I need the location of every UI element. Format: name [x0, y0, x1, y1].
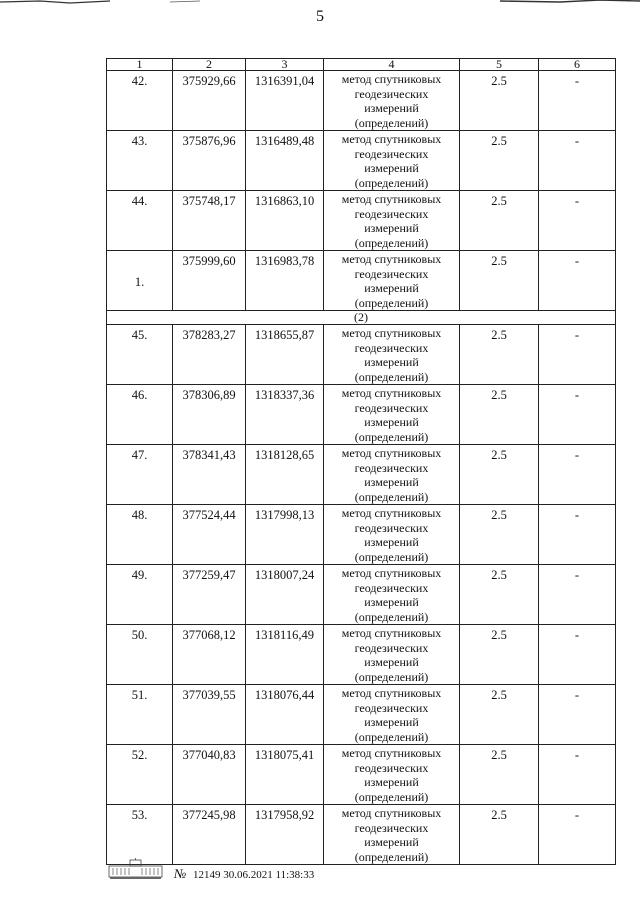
coordinate-y: 1318337,36	[246, 385, 324, 445]
document-datetime: 30.06.2021 11:38:33	[223, 869, 315, 881]
accuracy-value: 2.5	[460, 191, 539, 251]
note-value: -	[539, 131, 616, 191]
method-line: измерений	[364, 595, 419, 609]
coordinate-y: 1316863,10	[246, 191, 324, 251]
method-line: метод спутниковых	[341, 132, 442, 146]
number-sign: №	[174, 866, 187, 881]
note-value: -	[539, 625, 616, 685]
method-line: (определений)	[354, 789, 429, 804]
method-line: (определений)	[354, 609, 429, 624]
coordinate-x: 377259,47	[173, 565, 246, 625]
scan-edge-marks	[0, 0, 640, 8]
method-line: метод спутниковых	[341, 806, 442, 820]
method-cell	[324, 385, 460, 445]
table-row	[107, 625, 616, 685]
header-col-6: 6	[539, 59, 616, 71]
coordinate-x: 378306,89	[173, 385, 246, 445]
method-line: (определений)	[354, 489, 429, 504]
point-number: 49.	[107, 565, 173, 625]
method-line: измерений	[364, 655, 419, 669]
coordinate-y: 1318128,65	[246, 445, 324, 505]
method-line: метод спутниковых	[341, 506, 442, 520]
method-line: (определений)	[354, 235, 429, 250]
point-number: 42.	[107, 71, 173, 131]
coordinate-x: 377245,98	[173, 805, 246, 865]
coordinate-x: 375876,96	[173, 131, 246, 191]
method-line: геодезических	[354, 146, 429, 161]
point-number: 53.	[107, 805, 173, 865]
method-line: геодезических	[354, 460, 429, 475]
coordinate-y: 1316983,78	[246, 251, 324, 311]
method-line: (определений)	[354, 429, 429, 444]
method-line: (определений)	[354, 669, 429, 684]
accuracy-value: 2.5	[460, 325, 539, 385]
section-label: (2)	[107, 311, 616, 325]
accuracy-value: 2.5	[460, 565, 539, 625]
method-line: геодезических	[354, 520, 429, 535]
coordinate-x: 378283,27	[173, 325, 246, 385]
coordinate-x: 377068,12	[173, 625, 246, 685]
method-line: (определений)	[354, 175, 429, 190]
table-row	[107, 445, 616, 505]
method-line: измерений	[364, 835, 419, 849]
method-cell	[324, 505, 460, 565]
note-value: -	[539, 505, 616, 565]
method-line: метод спутниковых	[341, 72, 442, 86]
method-line: (определений)	[354, 729, 429, 744]
note-value: -	[539, 745, 616, 805]
coordinate-y: 1318007,24	[246, 565, 324, 625]
method-line: измерений	[364, 535, 419, 549]
header-col-4: 4	[324, 59, 460, 71]
method-line: геодезических	[354, 266, 429, 281]
accuracy-value: 2.5	[460, 505, 539, 565]
coordinate-y: 1318075,41	[246, 745, 324, 805]
note-value: -	[539, 251, 616, 311]
accuracy-value: 2.5	[460, 745, 539, 805]
table-row	[107, 251, 616, 311]
point-number: 50.	[107, 625, 173, 685]
accuracy-value: 2.5	[460, 71, 539, 131]
method-line: измерений	[364, 775, 419, 789]
note-value: -	[539, 685, 616, 745]
method-cell	[324, 445, 460, 505]
method-cell	[324, 251, 460, 311]
method-line: геодезических	[354, 86, 429, 101]
method-line: геодезических	[354, 640, 429, 655]
accuracy-value: 2.5	[460, 625, 539, 685]
header-col-5: 5	[460, 59, 539, 71]
table-row	[107, 385, 616, 445]
note-value: -	[539, 191, 616, 251]
point-number: 51.	[107, 685, 173, 745]
coordinate-y: 1317958,92	[246, 805, 324, 865]
method-line: геодезических	[354, 580, 429, 595]
method-line: метод спутниковых	[341, 566, 442, 580]
header-col-3: 3	[246, 59, 324, 71]
method-line: геодезических	[354, 760, 429, 775]
accuracy-value: 2.5	[460, 445, 539, 505]
method-line: измерений	[364, 161, 419, 175]
method-line: (определений)	[354, 115, 429, 130]
method-line: (определений)	[354, 849, 429, 864]
method-line: измерений	[364, 415, 419, 429]
page-number: 5	[316, 8, 324, 25]
coordinate-x: 377040,83	[173, 745, 246, 805]
table-row	[107, 325, 616, 385]
note-value: -	[539, 805, 616, 865]
note-value: -	[539, 71, 616, 131]
document-number: 12149	[193, 869, 221, 881]
accuracy-value: 2.5	[460, 251, 539, 311]
method-line: геодезических	[354, 700, 429, 715]
section-row	[107, 311, 616, 325]
accuracy-value: 2.5	[460, 685, 539, 745]
coordinate-x: 377039,55	[173, 685, 246, 745]
coordinate-y: 1316391,04	[246, 71, 324, 131]
method-line: (определений)	[354, 369, 429, 384]
coordinate-x: 378341,43	[173, 445, 246, 505]
method-line: метод спутниковых	[341, 746, 442, 760]
method-line: геодезических	[354, 400, 429, 415]
coordinate-y: 1316489,48	[246, 131, 324, 191]
table-row	[107, 191, 616, 251]
table-row	[107, 565, 616, 625]
method-cell	[324, 745, 460, 805]
method-line: метод спутниковых	[341, 386, 442, 400]
table-row	[107, 685, 616, 745]
note-value: -	[539, 385, 616, 445]
point-number: 46.	[107, 385, 173, 445]
method-line: метод спутниковых	[341, 252, 442, 266]
footer	[108, 858, 408, 888]
method-cell	[324, 71, 460, 131]
method-line: метод спутниковых	[341, 326, 442, 340]
building-logo	[108, 858, 163, 880]
table-header-row	[107, 59, 616, 71]
method-cell	[324, 625, 460, 685]
coordinate-x: 375748,17	[173, 191, 246, 251]
coordinate-x: 377524,44	[173, 505, 246, 565]
method-line: геодезических	[354, 820, 429, 835]
coordinate-x: 375999,60	[173, 251, 246, 311]
coordinate-y: 1318655,87	[246, 325, 324, 385]
accuracy-value: 2.5	[460, 131, 539, 191]
coordinate-y: 1317998,13	[246, 505, 324, 565]
method-line: метод спутниковых	[341, 446, 442, 460]
method-line: метод спутниковых	[341, 686, 442, 700]
table-row	[107, 131, 616, 191]
note-value: -	[539, 565, 616, 625]
table-row	[107, 805, 616, 865]
table-row	[107, 745, 616, 805]
header-col-2: 2	[173, 59, 246, 71]
method-line: (определений)	[354, 549, 429, 564]
accuracy-value: 2.5	[460, 385, 539, 445]
method-line: измерений	[364, 715, 419, 729]
coordinates-table	[106, 58, 616, 865]
point-number: 52.	[107, 745, 173, 805]
point-number: 1.	[107, 251, 173, 311]
method-line: измерений	[364, 281, 419, 295]
document-stamp	[174, 866, 314, 882]
note-value: -	[539, 325, 616, 385]
table-row	[107, 71, 616, 131]
method-line: измерений	[364, 355, 419, 369]
point-number: 45.	[107, 325, 173, 385]
method-cell	[324, 805, 460, 865]
method-cell	[324, 325, 460, 385]
table-row	[107, 505, 616, 565]
accuracy-value: 2.5	[460, 805, 539, 865]
coordinate-x: 375929,66	[173, 71, 246, 131]
method-cell	[324, 131, 460, 191]
coordinate-y: 1318116,49	[246, 625, 324, 685]
point-number: 44.	[107, 191, 173, 251]
method-line: геодезических	[354, 340, 429, 355]
method-cell	[324, 565, 460, 625]
method-line: измерений	[364, 101, 419, 115]
note-value: -	[539, 445, 616, 505]
header-col-1: 1	[107, 59, 173, 71]
method-line: (определений)	[354, 295, 429, 310]
method-line: метод спутниковых	[341, 192, 442, 206]
method-line: метод спутниковых	[341, 626, 442, 640]
coordinate-y: 1318076,44	[246, 685, 324, 745]
point-number: 43.	[107, 131, 173, 191]
point-number: 47.	[107, 445, 173, 505]
method-cell	[324, 685, 460, 745]
method-line: геодезических	[354, 206, 429, 221]
method-line: измерений	[364, 221, 419, 235]
method-cell	[324, 191, 460, 251]
point-number: 48.	[107, 505, 173, 565]
method-line: измерений	[364, 475, 419, 489]
